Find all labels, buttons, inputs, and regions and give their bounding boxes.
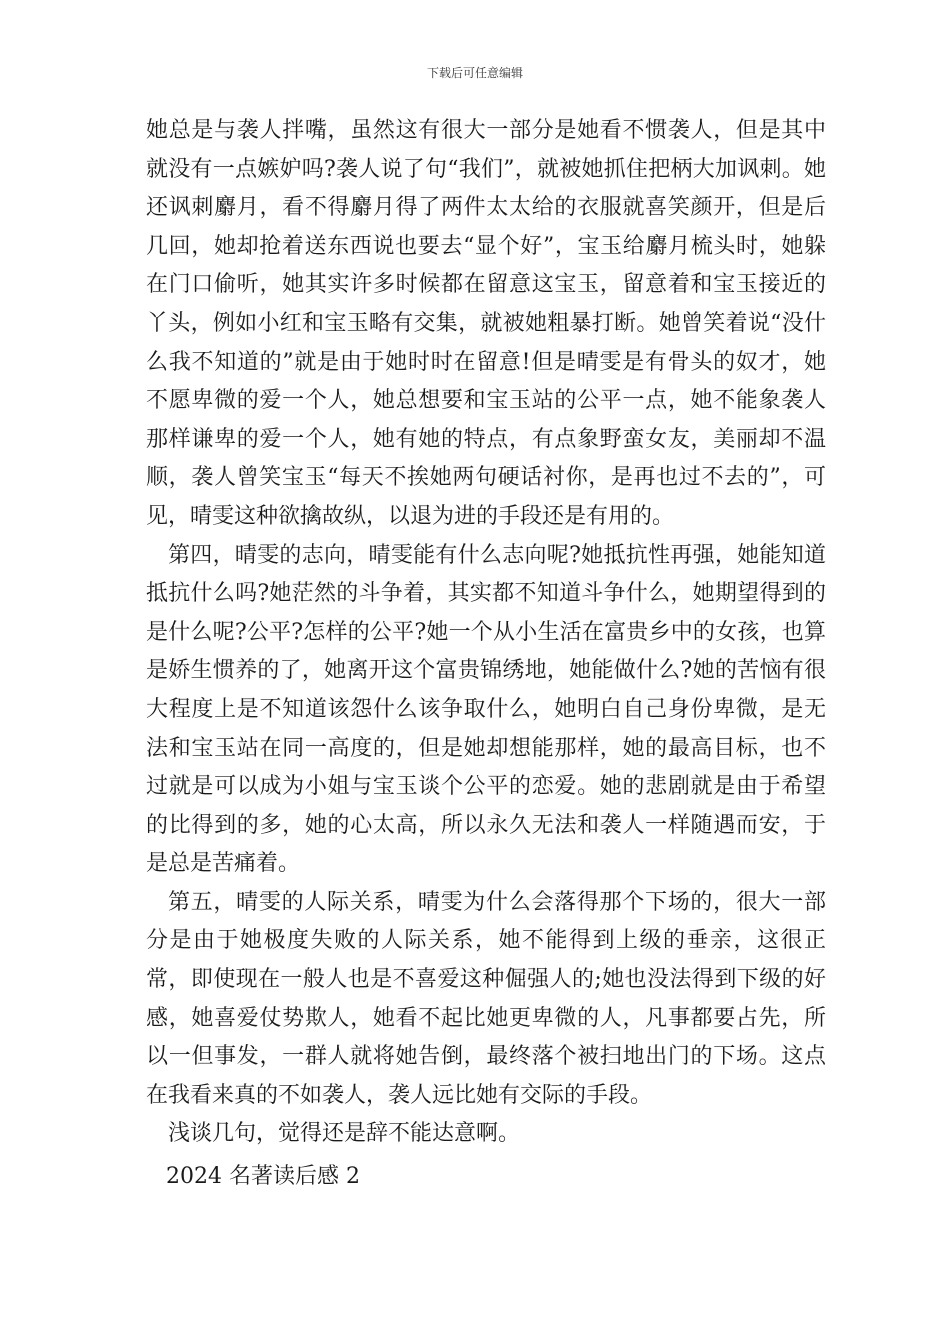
page-header-note: 下载后可任意编辑 bbox=[426, 66, 523, 80]
section-heading: 2024 名著读后感 2 bbox=[166, 1164, 360, 1190]
paragraph-3: 第五，晴雯的人际关系，晴雯为什么会落得那个下场的，很大一部分是由于她极度失败的人际关系，她不能得到上级的垂亲，这很正常，即使现在一般人也是不喜爱这种倔强人的;她也没法得到下级的好感，她喜爱仗势欺人，她看不起比她更卑微的人，凡事都要占先，所以一但事发，一群人就将她告倒，最终落个被扫地出门的下场。这点在我看来真的不如袭人，袭人远比她有交际的手段。 bbox=[146, 889, 826, 1108]
paragraph-1: 她总是与袭人拌嘴，虽然这有很大一部分是她看不惯袭人，但是其中就没有一点嫉妒吗?袭人说了句“我们”，就被她抓住把柄大加讽刺。她还讽刺麝月，看不得麝月得了两件太太给的衣服就喜笑颜开，但是后几回，她却抢着送东西说也要去“显个好”，宝玉给麝月梳头时，她躲在门口偷听，她其实许多时候都在留意这宝玉，留意着和宝玉接近的丫头，例如小红和宝玉略有交集，就被她粗暴打断。她曾笑着说“没什么我不知道的”就是由于她时时在留意!但是晴雯是有骨头的奴才，她不愿卑微的爱一个人，她总想要和宝玉站的公平一点，她不能象袭人那样谦卑的爱一个人，她有她的特点，有点象野蛮女友，美丽却不温顺，袭人曾笑宝玉“每天不挨她两句硬话衬你，是再也过不去的”，可见，晴雯这种欲擒故纵，以退为进的手段还是有用的。 bbox=[146, 118, 826, 529]
paragraph-2: 第四，晴雯的志向，晴雯能有什么志向呢?她抵抗性再强，她能知道抵抗什么吗?她茫然的斗争着，其实都不知道斗争什么，她期望得到的是什么呢?公平?怎样的公平?她一个从小生活在富贵乡中的女孩，也算是娇生惯养的了，她离开这个富贵锦绣地，她能做什么?她的苦恼有很大程度上是不知道该怨什么该争取什么，她明白自己身份卑微，是无法和宝玉站在同一高度的，但是她却想能那样，她的最高目标，也不过就是可以成为小姐与宝玉谈个公平的恋爱。她的悲剧就是由于希望的比得到的多，她的心太高，所以永久无法和袭人一样随遇而安，于是总是苦痛着。 bbox=[146, 542, 826, 877]
document-body bbox=[146, 112, 826, 1197]
paragraph-4: 浅谈几句，觉得还是辞不能达意啊。 bbox=[168, 1121, 521, 1147]
